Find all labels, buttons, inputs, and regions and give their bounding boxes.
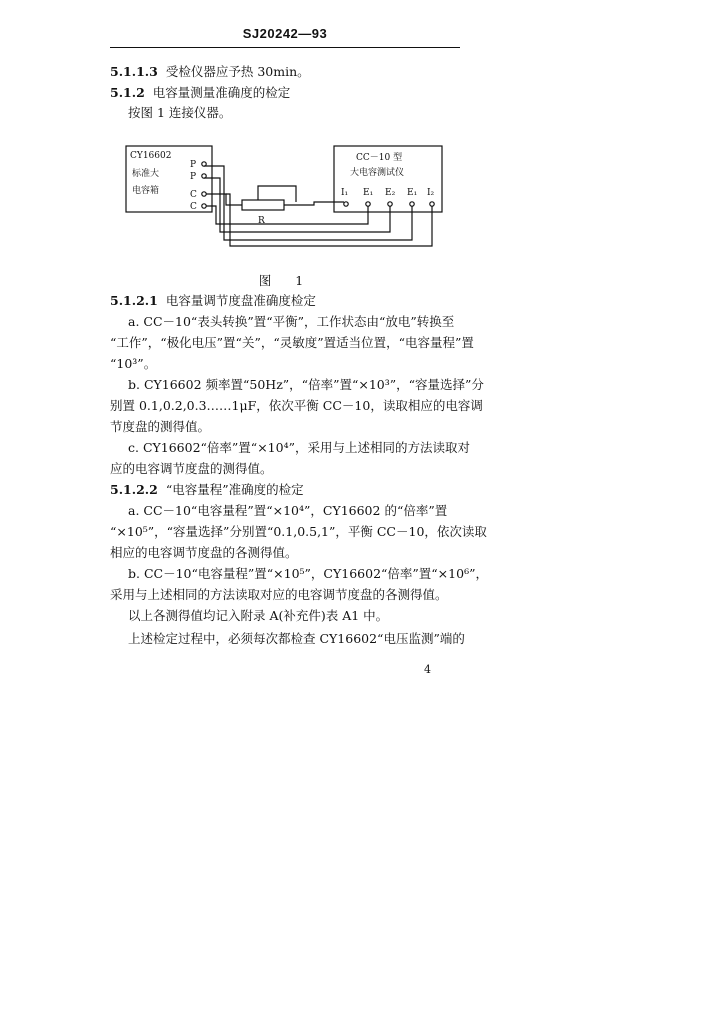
connection-diagram	[120, 138, 455, 256]
terminal-c2	[202, 204, 206, 208]
terminal-e2	[388, 202, 392, 206]
cy16602-label-3: 电容箱	[132, 186, 160, 196]
clause-heading: 电容量调节度盘准确度检定	[165, 293, 316, 308]
terminal-label-e1: E₁	[363, 188, 374, 198]
clause-5-1-2-1	[110, 293, 462, 309]
terminal-i1	[344, 202, 348, 206]
cy16602-label-2: 标准大	[132, 169, 160, 179]
cc10-label-2: 大电容测试仪	[350, 168, 405, 178]
clause-number: 5.1.2	[110, 85, 145, 100]
terminal-i2	[430, 202, 434, 206]
terminal-label-p1: P	[190, 160, 197, 170]
para-c-line1: c. CY16602“倍率”置“×10⁴”，采用与上述相同的方法读取对	[128, 440, 470, 455]
para-2a-line1: a. CC－10“电容量程”置“×10⁴”，CY16602 的“倍率”置	[128, 503, 448, 518]
terminal-c1	[202, 192, 206, 196]
cc10-label: CC－10 型	[356, 153, 403, 163]
para-c-line2: 应的电容调节度盘的测得值。	[110, 461, 273, 476]
page-number: 4	[424, 663, 431, 676]
clause-5-1-1-3	[110, 64, 462, 80]
para-b-line2: 别置 0.1,0.2,0.3……1μF，依次平衡 CC－10，读取相应的电容调	[110, 398, 483, 413]
resistor-label: R	[258, 216, 265, 226]
check-note: 上述检定过程中，必须每次都检查 CY16602“电压监测”端的	[128, 631, 465, 646]
terminal-label-e1b: E₁	[407, 188, 418, 198]
para-a-line2: “工作”，“极化电压”置“关”，“灵敏度”置适当位置，“电容量程”置	[110, 335, 474, 350]
terminal-label-c1: C	[190, 190, 197, 200]
para-2b-line2: 采用与上述相同的方法读取对应的电容调节度盘的各测得值。	[110, 587, 448, 602]
para-b-line3: 节度盘的测得值。	[110, 419, 211, 434]
cy16602-label: CY16602	[130, 151, 172, 161]
para-b-line1: b. CY16602 频率置“50Hz”，“倍率”置“×10³”，“容量选择”分	[128, 377, 484, 392]
para-a-line3: “10³”。	[110, 356, 157, 371]
clause-heading: 电容量测量准确度的检定	[152, 85, 291, 100]
clause-number: 5.1.2.2	[110, 482, 158, 497]
para-a-line1: a. CC－10“表头转换”置“平衡”，工作状态由“放电”转换至	[128, 314, 455, 329]
standard-code-header: SJ20242—93	[242, 26, 328, 41]
clause-5-1-2-2	[110, 482, 462, 498]
header-rule	[110, 47, 460, 48]
terminal-label-p2: P	[190, 172, 197, 182]
terminal-label-c2: C	[190, 202, 197, 212]
para-2b-line1: b. CC－10“电容量程”置“×10⁵”，CY16602“倍率”置“×10⁶”，	[128, 566, 488, 581]
figure-caption: 图 1	[258, 273, 314, 288]
terminal-e1	[366, 202, 370, 206]
clause-5-1-2	[110, 85, 462, 101]
resistor-r	[242, 200, 284, 210]
para-2a-line2: “×10⁵”，“容量选择”分别置“0.1,0.5,1”，平衡 CC－10，依次读取	[110, 524, 487, 539]
clause-text: 受检仪器应予热 30min。	[165, 64, 310, 79]
terminal-label-i1: I₁	[341, 188, 349, 198]
para-2a-line3: 相应的电容调节度盘的各测得值。	[110, 545, 298, 560]
connect-instruction: 按图 1 连接仪器。	[128, 105, 232, 120]
clause-number: 5.1.1.3	[110, 64, 158, 79]
terminal-label-i2: I₂	[427, 188, 435, 198]
clause-number: 5.1.2.1	[110, 293, 158, 308]
clause-heading: “电容量程”准确度的检定	[165, 482, 304, 497]
terminal-e1b	[410, 202, 414, 206]
terminal-label-e2: E₂	[385, 188, 396, 198]
record-note: 以上各测得值均记入附录 A(补充件)表 A1 中。	[128, 608, 389, 623]
wire-resistor-i1	[284, 202, 344, 205]
